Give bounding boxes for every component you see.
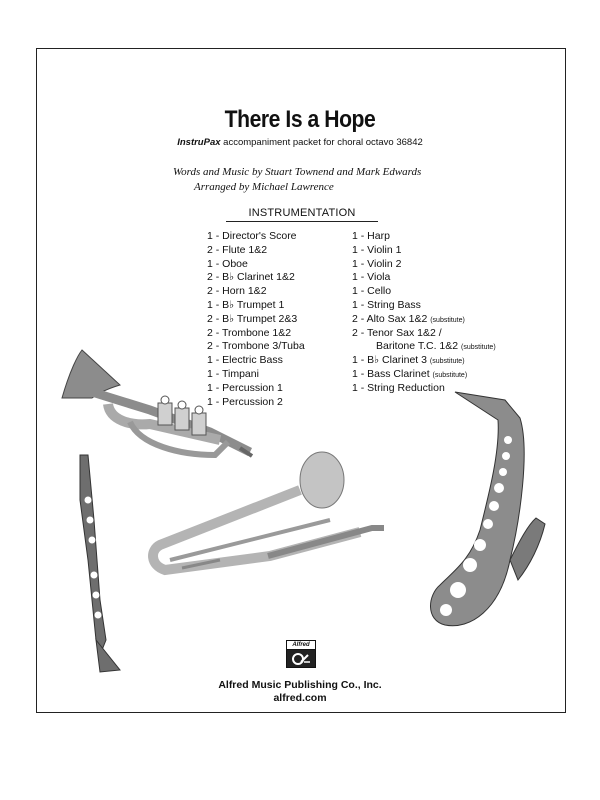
instrument-part-label: 2 - Trombone 1&2: [207, 326, 292, 339]
instrument-part-label: 1 - Bass Clarinet: [352, 367, 433, 380]
subtitle: [0, 137, 600, 148]
instrument-part-item: [352, 354, 496, 368]
instrument-part-item: [352, 230, 496, 244]
instrument-part-label: 1 - Electric Bass: [207, 354, 283, 367]
instrument-part-label: 2 - Alto Sax 1&2: [352, 312, 431, 325]
instrument-part-item: [207, 327, 305, 341]
substitute-note: (substitute): [461, 344, 496, 352]
instrument-part-label: 1 - Cello: [352, 285, 392, 298]
credit-arranger: Arranged by Michael Lawrence: [194, 181, 334, 193]
page-title: There Is a Hope: [224, 106, 376, 133]
instrument-part-label: 1 - B♭ Clarinet 3: [352, 354, 430, 367]
instrument-part-label: 1 - Violin 1: [352, 243, 402, 256]
instrument-part-label: 1 - B♭ Trumpet 1: [207, 298, 285, 311]
instrument-part-label: 1 - Oboe: [207, 257, 248, 270]
instrument-part-label: 1 - Timpani: [207, 367, 259, 380]
instrument-part-label: 1 - Violin 2: [352, 257, 402, 270]
instrument-part-item: [207, 285, 305, 299]
instrument-part-item: [352, 285, 496, 299]
instrument-part-item: [352, 299, 496, 313]
instrument-part-item: [207, 354, 305, 368]
instrument-part-item: [207, 396, 305, 410]
instrument-part-label: 1 - Director's Score: [207, 230, 297, 242]
instrument-part-label: 1 - Percussion 2: [207, 395, 283, 408]
instrument-part-label: 2 - B♭ Clarinet 1&2: [207, 271, 295, 284]
instrument-part-label: Baritone T.C. 1&2: [376, 340, 462, 353]
instrument-part-item: [352, 340, 496, 354]
instrument-part-item: [207, 230, 305, 244]
instrument-part-item: [352, 258, 496, 272]
instrument-part-item: [352, 244, 496, 258]
instrument-part-item: [352, 313, 496, 327]
trombone-icon: [153, 452, 384, 570]
instrumentation-list-left: [207, 230, 305, 409]
instrument-part-label: 2 - Tenor Sax 1&2 /: [352, 326, 442, 339]
instrument-part-item: [352, 368, 496, 382]
instrumentation-heading: INSTRUMENTATION: [226, 207, 378, 222]
instrument-part-item: [207, 368, 305, 382]
instrument-part-item: [352, 327, 496, 341]
instrument-part-label: 1 - Percussion 1: [207, 381, 283, 394]
saxophone-icon: [430, 392, 545, 626]
instrument-part-label: 1 - String Bass: [352, 298, 421, 311]
instrument-part-item: [207, 244, 305, 258]
instrument-part-item: [207, 271, 305, 285]
publisher-website: alfred.com: [273, 692, 327, 704]
instrumentation-list-right: [352, 230, 496, 396]
publisher-name: Alfred Music Publishing Co., Inc.: [218, 679, 382, 691]
instrument-part-item: [352, 382, 496, 396]
instrument-part-label: 2 - Flute 1&2: [207, 243, 268, 256]
instrument-part-label: 1 - Viola: [352, 271, 391, 284]
alfred-logo-icon: [286, 640, 316, 668]
instrument-part-label: 2 - B♭ Trumpet 2&3: [207, 312, 298, 325]
credit-words-music: Words and Music by Stuart Townend and Mark Edwards: [173, 166, 422, 178]
substitute-note: (substitute): [430, 316, 465, 324]
substitute-note: (substitute): [429, 358, 465, 366]
instrument-part-item: [207, 340, 305, 354]
instrument-part-item: [207, 258, 305, 272]
clarinet-icon: [80, 455, 120, 672]
logo-mark: [287, 650, 315, 667]
logo-symbol-icon: [290, 652, 312, 666]
logo-text: Alfred: [287, 641, 315, 650]
instrument-part-label: 2 - Horn 1&2: [207, 285, 267, 298]
instrument-part-item: [207, 299, 305, 313]
subtitle-brand: InstruPax: [177, 137, 221, 148]
instrument-part-item: [352, 271, 496, 285]
instrument-part-label: 2 - Trombone 3/Tuba: [207, 340, 305, 353]
substitute-note: (substitute): [432, 371, 468, 379]
instrument-part-label: 1 - String Reduction: [352, 381, 445, 394]
subtitle-text: accompaniment packet for choral octavo 36842: [220, 137, 423, 148]
instrument-part-item: [207, 382, 305, 396]
instrument-part-label: 1 - Harp: [352, 230, 390, 242]
instrument-part-item: [207, 313, 305, 327]
